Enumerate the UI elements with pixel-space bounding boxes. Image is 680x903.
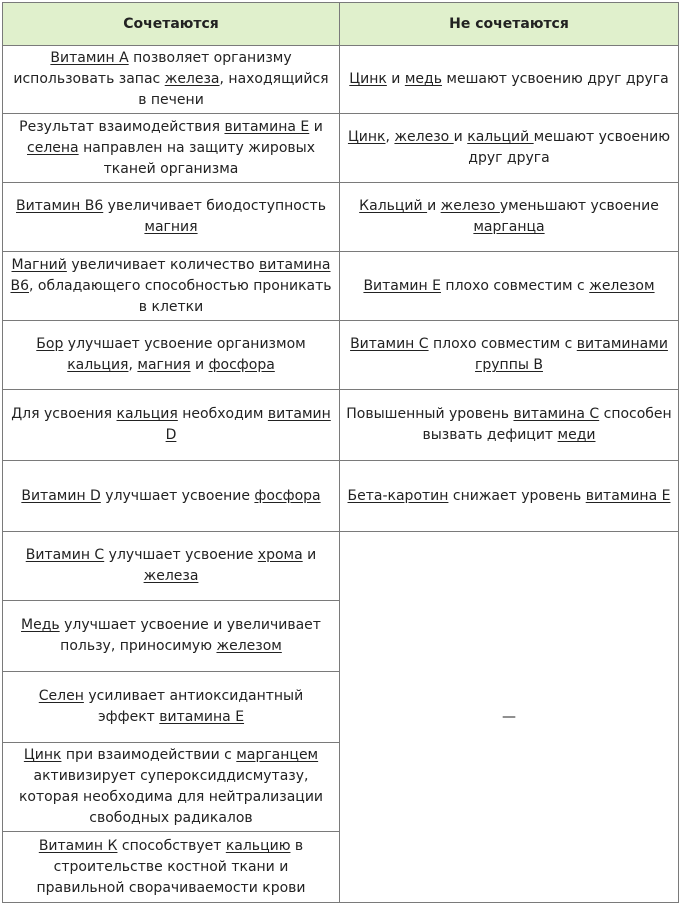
term-link[interactable]: Селен — [38, 688, 84, 704]
cell-text: и — [386, 71, 405, 87]
cell-text: Результат взаимодействия — [19, 118, 225, 135]
term-link[interactable]: железа — [143, 568, 199, 584]
term-link[interactable]: Витамин В6 — [16, 198, 104, 214]
table-row — [3, 321, 679, 390]
term-link[interactable]: кальций — [467, 129, 534, 145]
cell-text: способен вызвать дефицит — [422, 406, 672, 443]
term-link[interactable]: витаминами группы В — [475, 336, 668, 373]
cell-text: увеличивает количество — [66, 256, 260, 273]
header-row — [3, 3, 679, 46]
term-link[interactable]: Медь — [21, 617, 60, 633]
combine-cell — [3, 743, 340, 832]
cell-text: направлен на защиту жировых тканей организма — [78, 139, 315, 177]
term-link[interactable]: кальция — [67, 357, 129, 373]
term-link[interactable]: Цинк — [23, 747, 62, 763]
cell-text: плохо совместим с — [428, 336, 577, 352]
combine-cell — [3, 532, 340, 601]
cell-text: , находящийся в печени — [138, 71, 329, 108]
combine-cell — [3, 672, 340, 743]
combine-cell — [3, 832, 340, 903]
not-combine-cell — [340, 46, 679, 114]
term-link[interactable]: Витамин А — [50, 50, 129, 66]
empty-cell — [340, 532, 679, 903]
cell-text: Для усвоения — [11, 406, 117, 422]
cell-text: и — [309, 118, 323, 135]
term-link[interactable]: хрома — [257, 547, 303, 563]
cell-text: увеличивает биодоступность — [103, 198, 326, 214]
term-link[interactable]: витамина В6 — [10, 256, 331, 294]
term-link[interactable]: кальцию — [225, 837, 291, 854]
term-link[interactable]: марганцем — [236, 747, 319, 763]
cell-text: и — [427, 198, 441, 214]
compatibility-table — [2, 2, 679, 903]
header-combine: Сочетаются — [3, 3, 340, 46]
table-row — [3, 532, 679, 601]
cell-text: мешают усвоению друг друга — [441, 71, 669, 87]
cell-text: позволяет организму использовать запас — [13, 50, 292, 87]
term-link[interactable]: витамина Е — [585, 487, 671, 504]
cell-text: в строительстве костной ткани и правильной сворачиваемости крови — [36, 837, 306, 896]
not-combine-cell — [340, 461, 679, 532]
term-link[interactable]: медь — [404, 71, 442, 87]
term-link[interactable]: селена — [27, 139, 79, 156]
combine-cell — [3, 461, 340, 532]
combine-cell — [3, 390, 340, 461]
cell-text: , обладающего способностью проникать в клетки — [29, 277, 332, 315]
table-row — [3, 390, 679, 461]
term-link[interactable]: Магний — [11, 256, 67, 273]
not-combine-cell — [340, 114, 679, 183]
term-link[interactable]: витамина С — [513, 406, 600, 422]
term-link[interactable]: магния — [137, 357, 191, 373]
term-link[interactable]: Бор — [36, 336, 64, 352]
cell-text: снижает уровень — [448, 487, 586, 504]
cell-text: необходим — [177, 406, 268, 422]
cell-text: активизирует супероксиддисмутазу, которая необходима для нейтрализации свободных радикалов — [18, 768, 324, 826]
cell-text: и — [453, 129, 468, 145]
combine-cell — [3, 601, 340, 672]
term-link[interactable]: Витамин Е — [363, 277, 441, 294]
cell-text: уменьшают усвоение — [499, 198, 659, 214]
term-link[interactable]: Витамин С — [25, 547, 105, 563]
cell-text: улучшает усвоение и увеличивает пользу, приносимую — [59, 617, 321, 654]
term-link[interactable]: железо — [394, 129, 454, 145]
cell-text: и — [302, 547, 317, 563]
not-combine-cell — [340, 252, 679, 321]
combine-cell — [3, 321, 340, 390]
cell-text: мешают усвоению друг друга — [468, 129, 671, 166]
cell-text: и — [190, 357, 209, 373]
cell-text: Повышенный уровень — [346, 406, 514, 422]
term-link[interactable]: витамин D — [165, 406, 331, 443]
term-link[interactable]: Витамин D — [21, 487, 101, 504]
term-link[interactable]: железо — [440, 198, 500, 214]
cell-text: способствует — [117, 837, 226, 854]
term-link[interactable]: Цинк — [347, 129, 386, 145]
term-link[interactable]: фосфора — [254, 487, 321, 504]
term-link[interactable]: Витамин С — [350, 336, 429, 352]
term-link[interactable]: Цинк — [349, 71, 387, 87]
header-not-combine: Не сочетаются — [340, 3, 679, 46]
term-link[interactable]: витамина Е — [159, 709, 245, 725]
empty-dash: — — [502, 708, 516, 725]
cell-text: улучшает усвоение — [104, 547, 258, 563]
cell-text: усиливает антиоксидантный эффект — [83, 688, 304, 725]
not-combine-cell — [340, 183, 679, 252]
table-row — [3, 252, 679, 321]
table-row — [3, 46, 679, 114]
combine-cell — [3, 46, 340, 114]
cell-text: , — [128, 357, 138, 373]
term-link[interactable]: витамина Е — [224, 118, 310, 135]
term-link[interactable]: магния — [144, 219, 198, 235]
not-combine-cell — [340, 390, 679, 461]
cell-text: плохо совместим с — [440, 277, 590, 294]
cell-text: улучшает усвоение — [100, 487, 255, 504]
table-row — [3, 183, 679, 252]
term-link[interactable]: Кальций — [359, 198, 428, 214]
term-link[interactable]: меди — [557, 427, 596, 443]
table-row — [3, 114, 679, 183]
cell-text: улучшает усвоение организмом — [63, 336, 306, 352]
combine-cell — [3, 252, 340, 321]
cell-text: , — [385, 129, 395, 145]
table-row — [3, 461, 679, 532]
combine-cell — [3, 114, 340, 183]
cell-text: при взаимодействии с — [61, 747, 237, 763]
term-link[interactable]: кальция — [116, 406, 178, 422]
term-link[interactable]: фосфора — [208, 357, 275, 373]
term-link[interactable]: железом — [589, 277, 655, 294]
term-link[interactable]: Бета-каротин — [347, 487, 449, 504]
term-link[interactable]: железа — [164, 71, 220, 87]
term-link[interactable]: железом — [216, 638, 282, 654]
term-link[interactable]: Витамин К — [38, 837, 118, 854]
term-link[interactable]: марганца — [473, 219, 545, 235]
combine-cell — [3, 183, 340, 252]
not-combine-cell — [340, 321, 679, 390]
